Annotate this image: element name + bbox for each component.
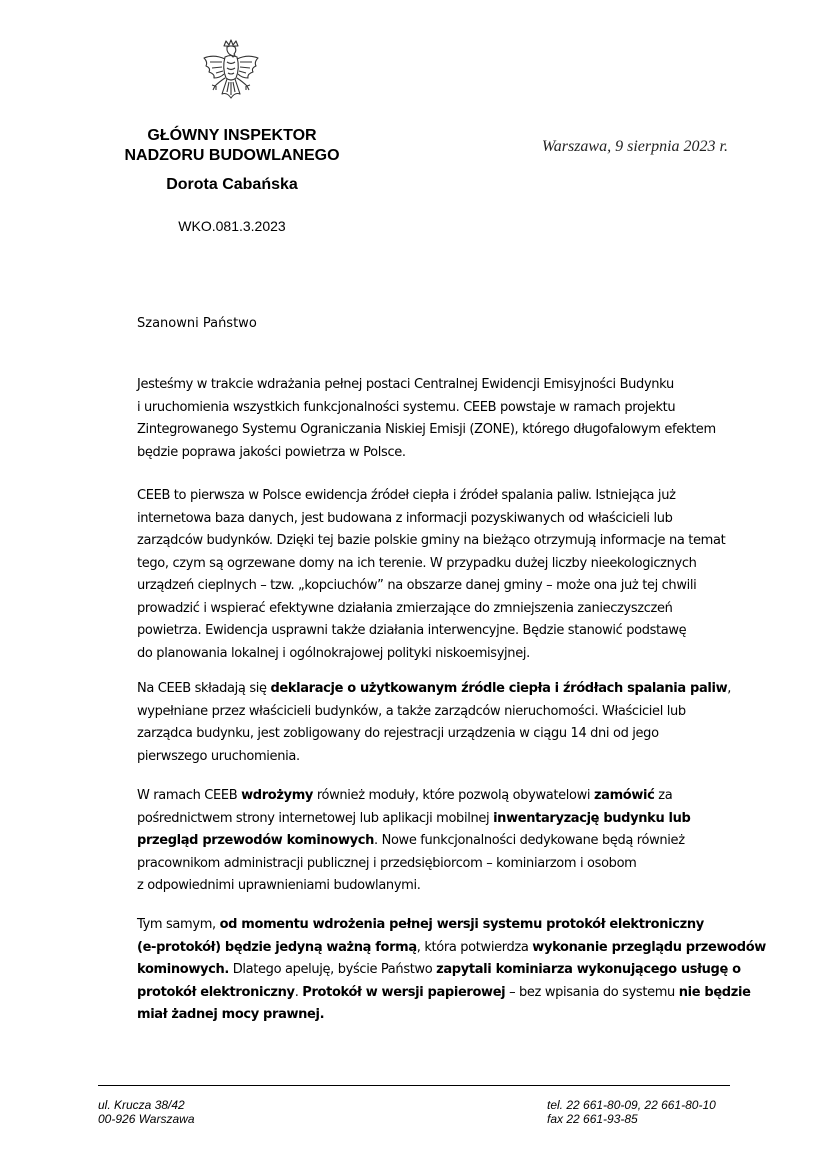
text-line (137, 830, 737, 853)
text-line (137, 485, 737, 508)
text-line (137, 914, 737, 937)
bold-text-run: od momentu wdrożenia pełnej wersji systemu protokół elektroniczny (219, 917, 704, 932)
text-run: Jesteśmy w trakcie wdrażania pełnej postaci Centralnej Ewidencji Emisyjności Budynku (137, 377, 674, 392)
polish-eagle-emblem-icon (200, 38, 262, 104)
text-line (137, 374, 737, 397)
text-run: zarządców budynków. Dzięki tej bazie polskie gminy na bieżąco otrzymują informacje na temat (137, 533, 726, 548)
text-line (137, 701, 737, 724)
text-line (137, 785, 737, 808)
text-run: pierwszego uruchomienia. (137, 748, 300, 764)
bold-text-run: protokół elektroniczny (137, 984, 295, 1000)
text-line (137, 959, 741, 982)
place-and-date: Warszawa, 9 sierpnia 2023 r. (541, 138, 728, 155)
text-run: W ramach CEEB (137, 788, 242, 803)
text-run: Na CEEB składają się (137, 681, 271, 696)
footer-phone: tel. 22 661-80-09, 22 661-80-10 (547, 1098, 716, 1112)
text-run: internetowa baza danych, jest budowana z informacji pozyskiwanych od właścicieli lub (137, 510, 673, 526)
text-line (137, 875, 737, 898)
bold-text-run: Protokół w wersji papierowej (302, 984, 506, 1000)
bold-text-run: przegląd przewodów kominowych (137, 833, 374, 848)
text-line (137, 643, 737, 666)
text-line (137, 530, 737, 553)
text-run: i uruchomienia wszystkich funkcjonalności systemu. CEEB powstaje w ramach projektu (137, 399, 676, 415)
text-run: Dlatego apeluję, byście Państwo (228, 962, 437, 977)
footer-street: ul. Krucza 38/42 (98, 1098, 185, 1112)
text-run: , która potwierdza (416, 939, 533, 955)
footer-address (98, 1098, 195, 1126)
bold-text-run: wykonanie przeglądu przewodów (532, 939, 766, 955)
bold-text-run: wdrożymy (241, 788, 314, 803)
footer-divider (98, 1085, 730, 1086)
text-line (137, 620, 737, 643)
text-run: pośrednictwem strony internetowej lub aplikacji mobilnej (137, 810, 494, 826)
paragraph-1 (137, 374, 737, 464)
paragraph-3 (137, 678, 737, 768)
text-run: , (727, 681, 732, 696)
salutation: Szanowni Państwo (137, 316, 257, 331)
text-run: Zintegrowanego Systemu Ograniczania Niskiej Emisji (ZONE), którego długofalowym efektem (137, 422, 716, 437)
text-line (137, 723, 737, 746)
bold-text-run: miał żadnej mocy prawnej. (137, 1007, 325, 1022)
footer-contact (547, 1098, 716, 1126)
text-line (137, 598, 737, 621)
text-line (137, 508, 737, 531)
bold-text-run: (e-protokół) będzie jedyną ważną formą (137, 939, 417, 955)
text-run: urządzeń cieplnych – tzw. „kopciuchów” na obszarze danej gminy – może ona już tej chwili (137, 578, 697, 593)
text-run: . Nowe funkcjonalności dedykowane będą również (374, 833, 685, 848)
text-line (137, 442, 737, 465)
bold-text-run: kominowych. (137, 962, 229, 977)
text-line (137, 1004, 737, 1027)
paragraph-2 (137, 485, 737, 665)
paragraph-4 (137, 785, 737, 898)
text-line (137, 853, 737, 876)
footer-postcode-city: 00-926 Warszawa (98, 1112, 195, 1126)
text-line (137, 397, 737, 420)
footer-fax: fax 22 661-93-85 (547, 1112, 638, 1126)
text-run: pracownikom administracji publicznej i przedsiębiorcom – kominiarzom i osobom (137, 855, 637, 871)
text-line (137, 937, 766, 960)
office-title-line1: GŁÓWNY INSPEKTOR (147, 127, 317, 144)
text-run: . (294, 984, 303, 1000)
office-title-line2: NADZORU BUDOWLANEGO (124, 147, 340, 164)
text-run: będzie poprawa jakości powietrza w Polsce. (137, 444, 406, 460)
text-run: powietrza. Ewidencja usprawni także działania interwencyjne. Będzie stanowić podstawę (137, 623, 687, 638)
text-line (137, 419, 737, 442)
text-run: wypełniane przez właścicieli budynków, a także zarządców nieruchomości. Właściciel lub (137, 703, 686, 719)
text-run: Tym samym, (137, 917, 220, 932)
bold-text-run: inwentaryzację budynku lub (493, 810, 691, 826)
text-line (137, 553, 737, 576)
bold-text-run: zamówić (593, 788, 655, 803)
text-line (137, 982, 751, 1005)
text-run: również moduły, które pozwolą obywatelowi (313, 788, 594, 803)
text-line (137, 808, 737, 831)
text-run: za (654, 788, 673, 803)
official-name: Dorota Cabańska (166, 176, 298, 193)
text-line (137, 746, 737, 769)
text-line (137, 678, 737, 701)
text-run: CEEB to pierwsza w Polsce ewidencja źródeł ciepła i źródeł spalania paliw. Istniejąca już (137, 488, 676, 503)
reference-number: WKO.081.3.2023 (178, 218, 286, 234)
text-run: tego, czym są ogrzewane domy na ich terenie. W przypadku dużej liczby nieekologicznych (137, 555, 697, 571)
bold-text-run: zapytali kominiarza wykonującego usługę o (436, 962, 741, 977)
text-run: – bez wpisania do systemu (505, 984, 679, 1000)
text-run: do planowania lokalnej i ogólnokrajowej polityki niskoemisyjnej. (137, 645, 530, 661)
paragraph-5 (137, 914, 766, 1027)
text-run: z odpowiednimi uprawnieniami budowlanymi. (137, 878, 421, 893)
text-run: prowadzić i wspierać efektywne działania zmierzające do zmniejszenia zanieczyszczeń (137, 600, 673, 616)
text-line (137, 575, 737, 598)
bold-text-run: deklaracje o użytkowanym źródle ciepła i źródłach spalania paliw (270, 681, 728, 696)
bold-text-run: nie będzie (678, 984, 751, 1000)
text-run: zarządca budynku, jest zobligowany do rejestracji urządzenia w ciągu 14 dni od jego (137, 726, 659, 741)
